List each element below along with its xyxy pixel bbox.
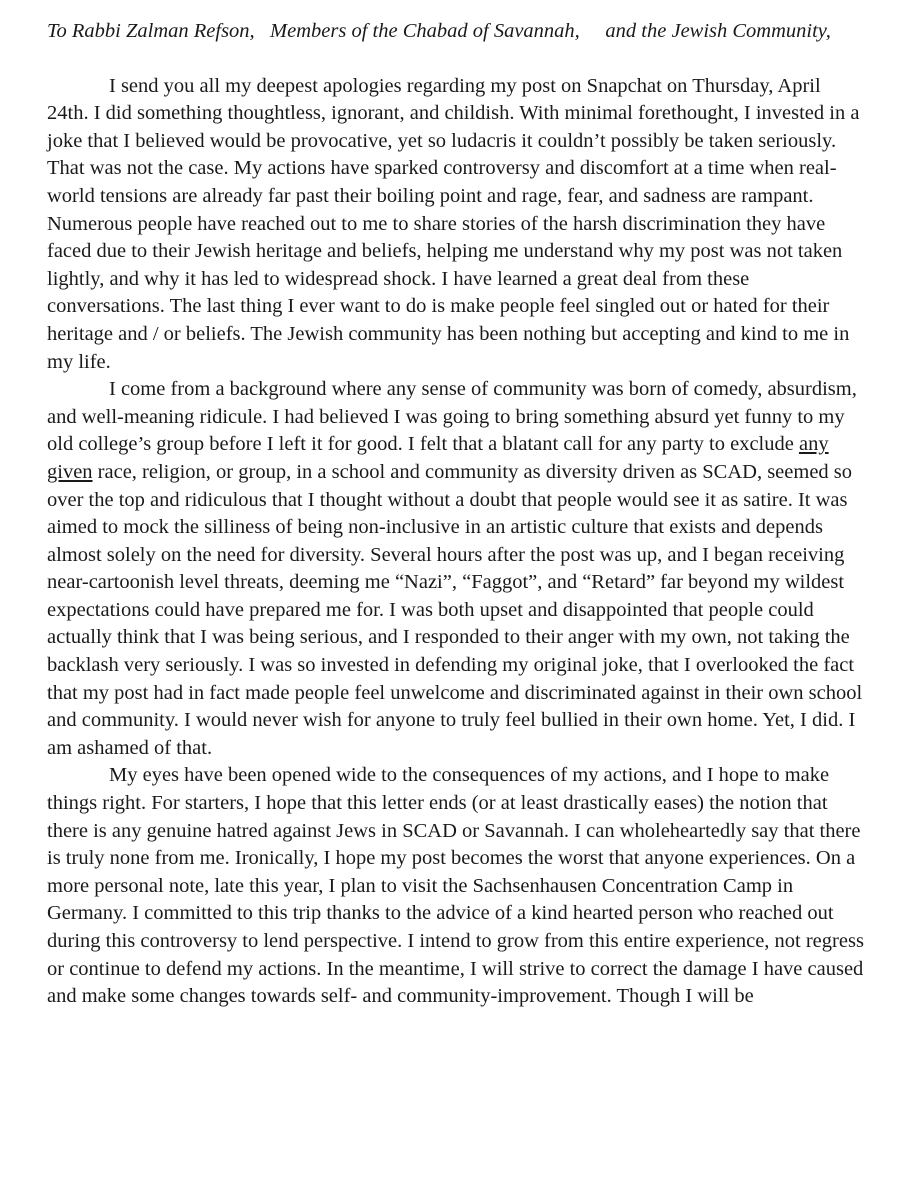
paragraph-2-text-after: race, religion, or group, in a school and community as diversity driven as SCAD, seemed so over the top and ridiculous that I thought without a doubt that people would see it as satire. It was aimed to mock the silliness of being non-inclusive in an artistic culture that exists and depends almost solely on the need for diversity. Several hours after the post was up, and I began receiving near-cartoonish level threats, deeming me “Nazi”, “Faggot”, and “Retard” far beyond my wildest expectations could have prepared me for. I was both upset and disappointed that people could actually think that I was being serious, and I responded to their anger with my own, not taking the backlash very seriously. I was so invested in defending my original joke, that I overlooked the fact that my post had in fact made people feel unwelcome and discriminated against in their own school and community. I would never wish for anyone to truly feel bullied in their own home. Yet, I did. I am ashamed of that. <box>47 460 863 759</box>
letter-paragraph-1: I send you all my deepest apologies regarding my post on Snapchat on Thursday, April 24th. I did something thoughtless, ignorant, and childish. With minimal forethought, I invested in a joke that I believed would be provocative, yet so ludacris it couldn’t possibly be taken seriously. That was not the case. My actions have sparked controversy and discomfort at a time when real-world tensions are already far past their boiling point and rage, fear, and sadness are rampant. Numerous people have reached out to me to share stories of the harsh discrimination they have faced due to their Jewish heritage and beliefs, helping me understand why my post was not taken lightly, and why it has led to widespread shock. I have learned a great deal from these conversations. The last thing I ever want to do is make people feel singled out or hated for their heritage and / or beliefs. The Jewish community has been nothing but accepting and kind to me in my life. <box>47 74 860 373</box>
paragraph-2-text-before: I come from a background where any sense of community was born of comedy, absurdism, and well-meaning ridicule. I had believed I was going to bring something absurd yet funny to my old college’s group before I left it for good. I felt that a blatant call for any party to exclude <box>47 378 857 456</box>
letter-salutation: To Rabbi Zalman Refson, Members of the Chabad of Savannah, and the Jewish Community, <box>47 20 831 42</box>
underlined-phrase: any given <box>47 433 829 483</box>
letter-paragraph-2 <box>47 376 866 762</box>
letter-paragraph-3: My eyes have been opened wide to the consequences of my actions, and I hope to make things right. For starters, I hope that this letter ends (or at least drastically eases) the notion that there is any genuine hatred against Jews in SCAD or Savannah. I can wholeheartedly say that there is truly none from me. Ironically, I hope my post becomes the worst that anyone experiences. On a more personal note, late this year, I plan to visit the Sachsenhausen Concentration Camp in Germany. I committed to this trip thanks to the advice of a kind hearted person who reached out during this controversy to lend perspective. I intend to grow from this entire experience, not regress or continue to defend my actions. In the meantime, I will strive to correct the damage I have caused and make some changes towards self- and community-improvement. Though I will be <box>47 764 864 1008</box>
